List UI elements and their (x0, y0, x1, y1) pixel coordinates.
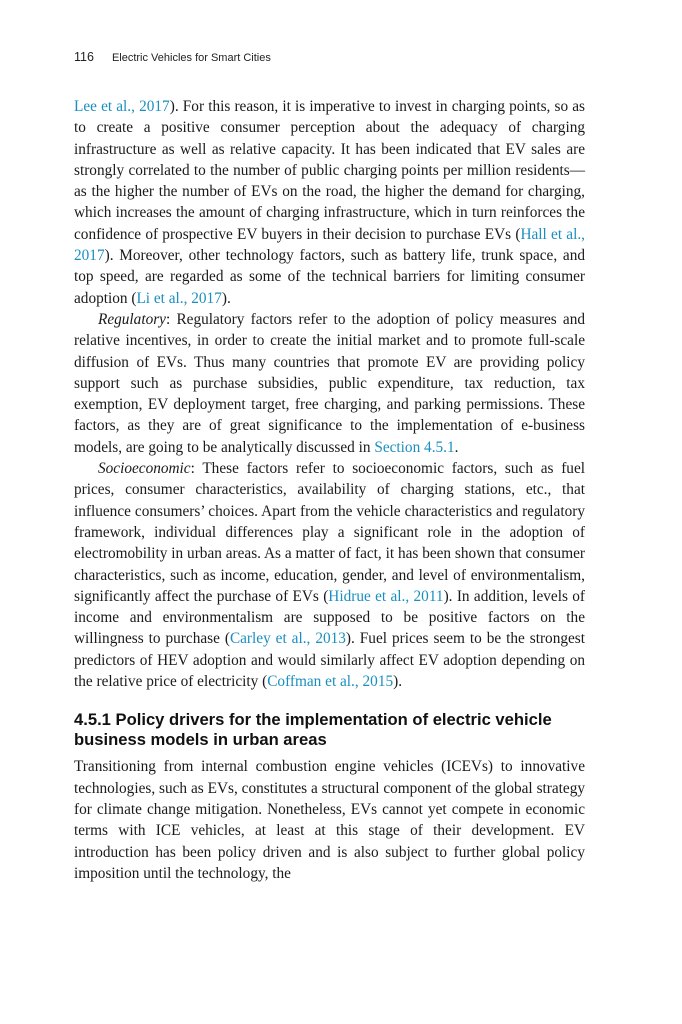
page-number: 116 (74, 50, 94, 64)
text-run: ). Fuel prices seem to be the strongest predictors of HEV adoption and would similarly affect EV adoption depending on the relative price of electricity ( (74, 630, 585, 691)
text-run: ). In addition, levels of income and environmentalism are supposed to be positive factors on the willingness to purchase ( (74, 587, 585, 648)
text-run: : These factors refer to socioeconomic factors, such as fuel prices, consumer characteristics, availability of charging stations, etc., that influence consumers’ choices. Apart from the vehicle characteristics and regulatory framework, individual differences play a significant role in the adoption of electromobility in urban areas. As a matter of fact, it has been shown that consumer characteristics, such as income, education, gender, and level of environmentalism, significantly affect the purchase of EVs ( (74, 460, 585, 605)
text-run: ). (393, 673, 403, 691)
section-link[interactable]: Section 4.5.1 (374, 438, 455, 456)
citation-link[interactable]: Carley et al., 2013 (229, 630, 346, 648)
paragraph-regulatory (74, 309, 585, 458)
citation-link[interactable]: Coffman et al., 2015 (267, 673, 394, 691)
citation-link[interactable]: Li et al., 2017 (136, 289, 222, 307)
text-run: . (454, 438, 459, 456)
paragraph-technology-factors (74, 96, 585, 309)
section-heading: 4.5.1 Policy drivers for the implementation of electric vehicle business models in urban areas (74, 710, 552, 750)
text-run: ). Moreover, other technology factors, such as battery life, trunk space, and top speed, are regarded as some of the technical barriers for limiting consumer adoption ( (74, 247, 585, 307)
paragraph-policy-drivers: Transitioning from internal combustion engine vehicles (ICEVs) to innovative technologies, such as EVs, constitutes a structural component of the global strategy for climate change mitigation. Nonetheless, EVs cannot yet compete in economic terms with ICE vehicles, at least at this stage of their development. EV introduction has been policy driven and is also subject to further global policy imposition until the technology, the (74, 758, 585, 882)
book-title: Electric Vehicles for Smart Cities (111, 52, 271, 64)
term-regulatory: Regulatory (98, 310, 166, 328)
book-page (74, 50, 585, 884)
term-socioeconomic: Socioeconomic (98, 460, 191, 478)
text-run: : Regulatory factors refer to the adoption of policy measures and relative incentives, in order to create the initial market and to promote full-scale diffusion of EVs. Thus many countries that promote EV are providing policy support such as purchase subsidies, public expenditure, tax reduction, tax exemption, EV deployment target, free charging, and parking permissions. These factors, as they are of great significance to the implementation of e-business models, are going to be analytically discussed in (74, 310, 585, 456)
paragraph-socioeconomic (74, 458, 585, 692)
citation-link[interactable]: Hall et al., 2017 (74, 225, 585, 265)
citation-link[interactable]: Lee et al., 2017 (74, 98, 170, 115)
text-run: ). For this reason, it is imperative to invest in charging points, so as to create a positive consumer perception about the adequacy of charging infrastructure as well as relative capacity. It has been indicated that EV sales are strongly correlated to the number of public charging points per million residents—as the higher the number of EVs on the road, the higher the demand for charging, which increases the amount of charging infrastructure, which in turn reinforces the confidence of prospective EV buyers in their decision to purchase EVs ( (74, 98, 586, 243)
running-header (74, 50, 585, 72)
citation-link[interactable]: Hidrue et al., 2011 (328, 587, 444, 605)
text-run: ). (221, 289, 231, 307)
